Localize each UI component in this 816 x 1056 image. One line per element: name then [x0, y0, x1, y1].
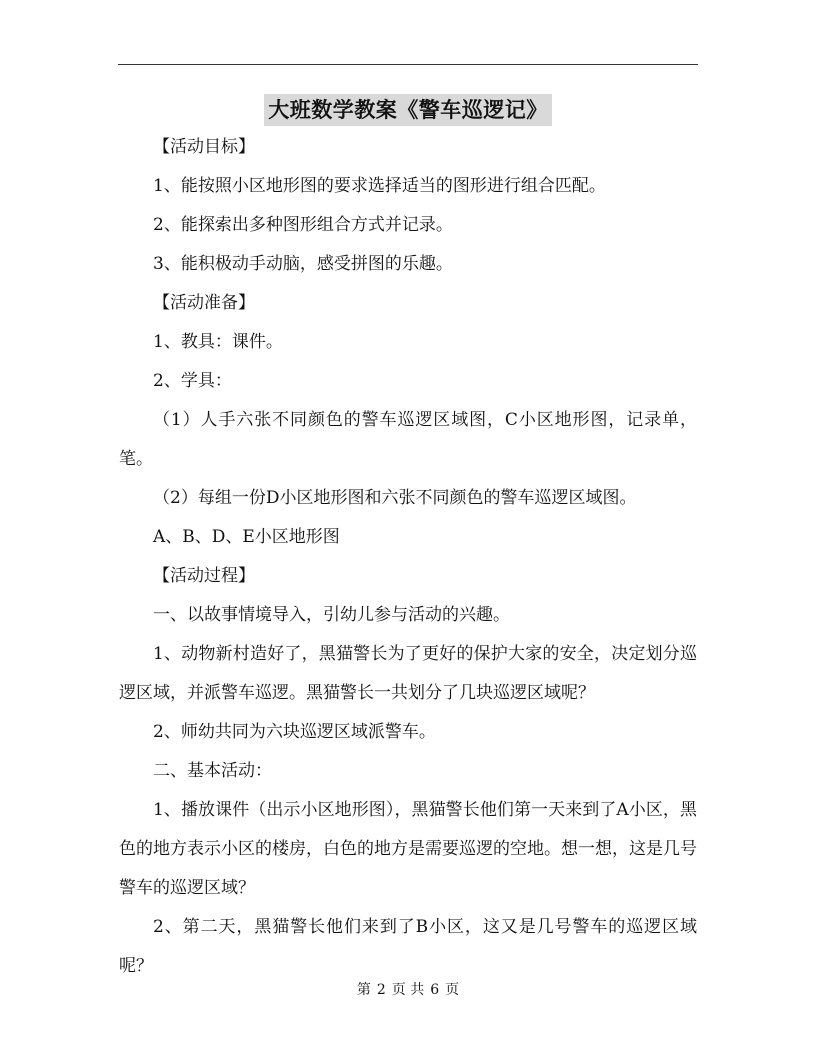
section-heading-process: 【活动过程】 [153, 566, 255, 586]
footer-suffix: 页 [445, 982, 460, 998]
paragraph: 1、能按照小区地形图的要求选择适当的图形进行组合匹配。 [153, 176, 606, 196]
document-title: 大班数学教案《警车巡逻记》 [264, 94, 552, 126]
footer-total-pages: 6 [430, 982, 440, 998]
paragraph: 2、第二天，黑猫警长他们来到了B小区，这又是几号警车的巡逻区域呢？ [119, 917, 697, 976]
paragraph: （2）每组一份D小区地形图和六张不同颜色的警车巡逻区域图。 [153, 488, 637, 508]
header-rule [118, 64, 698, 65]
footer-page-number: 2 [376, 982, 386, 998]
paragraph: 1、动物新村造好了，黑猫警长为了更好的保护大家的安全，决定划分巡逻区域，并派警车巡逻。黑猫警长一共划分了几块巡逻区域呢？ [119, 644, 697, 703]
document-body [119, 128, 697, 986]
paragraph: 2、师幼共同为六块巡逻区域派警车。 [153, 722, 436, 742]
paragraph: 1、教具：课件。 [153, 332, 283, 352]
footer-mid: 页 共 [391, 982, 425, 998]
paragraph: A、B、D、E小区地形图 [153, 527, 340, 547]
section-heading-preparation: 【活动准备】 [153, 293, 255, 313]
paragraph: 二、基本活动： [153, 761, 272, 781]
paragraph: 一、以故事情境导入，引幼儿参与活动的兴趣。 [153, 605, 510, 625]
paragraph: 2、能探索出多种图形组合方式并记录。 [153, 215, 453, 235]
section-heading-goals: 【活动目标】 [153, 137, 255, 157]
footer-prefix: 第 [356, 982, 371, 998]
page-footer [0, 980, 816, 1000]
paragraph: 2、学具： [153, 371, 232, 391]
paragraph: 3、能积极动手动脑，感受拼图的乐趣。 [153, 254, 453, 274]
paragraph: 1、播放课件（出示小区地形图），黑猫警长他们第一天来到了A小区，黑色的地方表示小区的楼房，白色的地方是需要巡逻的空地。想一想，这是几号警车的巡逻区域？ [119, 800, 697, 898]
title-container [0, 94, 816, 126]
paragraph: （1）人手六张不同颜色的警车巡逻区域图，C小区地形图，记录单，笔。 [119, 410, 697, 469]
